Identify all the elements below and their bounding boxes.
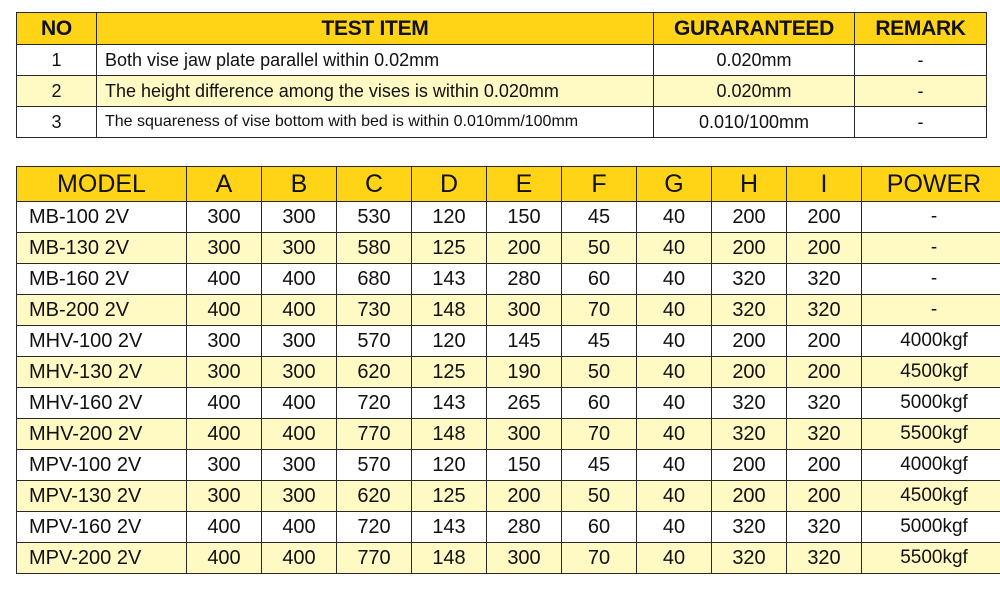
cell-i: 320 — [787, 264, 862, 295]
cell-h: 200 — [712, 326, 787, 357]
cell-b: 300 — [262, 326, 337, 357]
cell-h: 320 — [712, 512, 787, 543]
cell-a: 300 — [187, 233, 262, 264]
header-g: G — [637, 167, 712, 202]
table-row — [17, 543, 1000, 574]
cell-e: 150 — [487, 450, 562, 481]
cell-power: - — [862, 264, 1000, 295]
test-row — [17, 45, 987, 76]
cell-d: 120 — [412, 326, 487, 357]
cell-f: 45 — [562, 326, 637, 357]
cell-g: 40 — [637, 326, 712, 357]
header-h: H — [712, 167, 787, 202]
cell-model: MPV-130 2V — [17, 481, 187, 512]
cell-a: 400 — [187, 543, 262, 574]
cell-e: 300 — [487, 419, 562, 450]
cell-model: MHV-200 2V — [17, 419, 187, 450]
test-remark: - — [855, 76, 987, 107]
test-no: 1 — [17, 45, 97, 76]
cell-i: 320 — [787, 512, 862, 543]
test-item-table — [16, 12, 987, 138]
cell-power: 4000kgf — [862, 450, 1000, 481]
model-spec-table — [16, 166, 1000, 574]
cell-g: 40 — [637, 357, 712, 388]
cell-model: MHV-160 2V — [17, 388, 187, 419]
test-remark: - — [855, 107, 987, 138]
cell-h: 200 — [712, 357, 787, 388]
cell-f: 60 — [562, 388, 637, 419]
cell-i: 200 — [787, 481, 862, 512]
cell-power: 5000kgf — [862, 388, 1000, 419]
cell-h: 320 — [712, 264, 787, 295]
cell-b: 300 — [262, 202, 337, 233]
cell-model: MB-100 2V — [17, 202, 187, 233]
cell-c: 530 — [337, 202, 412, 233]
cell-c: 730 — [337, 295, 412, 326]
cell-e: 280 — [487, 264, 562, 295]
cell-d: 143 — [412, 388, 487, 419]
cell-d: 120 — [412, 202, 487, 233]
cell-e: 265 — [487, 388, 562, 419]
table-row — [17, 512, 1000, 543]
table-row — [17, 295, 1000, 326]
header-e: E — [487, 167, 562, 202]
table-row — [17, 419, 1000, 450]
cell-model: MPV-160 2V — [17, 512, 187, 543]
cell-c: 570 — [337, 450, 412, 481]
cell-power: - — [862, 295, 1000, 326]
header-c: C — [337, 167, 412, 202]
cell-e: 300 — [487, 543, 562, 574]
cell-i: 320 — [787, 419, 862, 450]
cell-f: 70 — [562, 419, 637, 450]
table-row — [17, 326, 1000, 357]
header-power: POWER — [862, 167, 1000, 202]
table-row — [17, 357, 1000, 388]
table-row — [17, 388, 1000, 419]
cell-power: - — [862, 233, 1000, 264]
cell-b: 400 — [262, 543, 337, 574]
cell-a: 400 — [187, 419, 262, 450]
cell-h: 200 — [712, 233, 787, 264]
cell-power: 5500kgf — [862, 419, 1000, 450]
cell-model: MB-160 2V — [17, 264, 187, 295]
cell-model: MB-200 2V — [17, 295, 187, 326]
header-no: NO — [17, 13, 97, 45]
cell-c: 580 — [337, 233, 412, 264]
cell-power: - — [862, 202, 1000, 233]
cell-f: 60 — [562, 512, 637, 543]
cell-f: 50 — [562, 233, 637, 264]
cell-e: 280 — [487, 512, 562, 543]
cell-g: 40 — [637, 419, 712, 450]
test-table-header — [17, 13, 987, 45]
cell-b: 400 — [262, 295, 337, 326]
test-remark: - — [855, 45, 987, 76]
cell-b: 300 — [262, 233, 337, 264]
cell-d: 148 — [412, 419, 487, 450]
cell-model: MPV-200 2V — [17, 543, 187, 574]
header-test-item: TEST ITEM — [97, 13, 654, 45]
cell-a: 300 — [187, 481, 262, 512]
cell-b: 400 — [262, 512, 337, 543]
cell-d: 120 — [412, 450, 487, 481]
cell-h: 320 — [712, 295, 787, 326]
cell-i: 200 — [787, 357, 862, 388]
cell-a: 300 — [187, 450, 262, 481]
cell-h: 320 — [712, 419, 787, 450]
cell-e: 190 — [487, 357, 562, 388]
test-item: Both vise jaw plate parallel within 0.02mm — [97, 45, 654, 76]
cell-d: 143 — [412, 264, 487, 295]
cell-e: 300 — [487, 295, 562, 326]
cell-power: 5000kgf — [862, 512, 1000, 543]
cell-c: 770 — [337, 419, 412, 450]
header-model: MODEL — [17, 167, 187, 202]
cell-g: 40 — [637, 295, 712, 326]
cell-h: 320 — [712, 388, 787, 419]
test-item: The height difference among the vises is within 0.020mm — [97, 76, 654, 107]
cell-model: MB-130 2V — [17, 233, 187, 264]
cell-e: 200 — [487, 233, 562, 264]
cell-i: 200 — [787, 450, 862, 481]
table-row — [17, 481, 1000, 512]
table-row — [17, 202, 1000, 233]
cell-f: 50 — [562, 357, 637, 388]
cell-e: 150 — [487, 202, 562, 233]
model-table-header — [17, 167, 1000, 202]
cell-g: 40 — [637, 450, 712, 481]
cell-b: 300 — [262, 450, 337, 481]
cell-a: 300 — [187, 202, 262, 233]
table-row — [17, 450, 1000, 481]
test-no: 2 — [17, 76, 97, 107]
cell-b: 400 — [262, 264, 337, 295]
cell-b: 300 — [262, 481, 337, 512]
cell-d: 125 — [412, 233, 487, 264]
test-guaranteed: 0.020mm — [654, 76, 855, 107]
cell-c: 680 — [337, 264, 412, 295]
header-d: D — [412, 167, 487, 202]
cell-g: 40 — [637, 388, 712, 419]
cell-model: MHV-100 2V — [17, 326, 187, 357]
cell-e: 145 — [487, 326, 562, 357]
cell-power: 4500kgf — [862, 357, 1000, 388]
cell-i: 200 — [787, 233, 862, 264]
cell-i: 200 — [787, 326, 862, 357]
cell-g: 40 — [637, 543, 712, 574]
cell-d: 125 — [412, 357, 487, 388]
cell-i: 200 — [787, 202, 862, 233]
cell-g: 40 — [637, 481, 712, 512]
cell-a: 400 — [187, 388, 262, 419]
cell-g: 40 — [637, 264, 712, 295]
cell-d: 143 — [412, 512, 487, 543]
cell-d: 148 — [412, 295, 487, 326]
cell-f: 45 — [562, 450, 637, 481]
cell-power: 5500kgf — [862, 543, 1000, 574]
cell-a: 300 — [187, 326, 262, 357]
header-b: B — [262, 167, 337, 202]
cell-b: 400 — [262, 388, 337, 419]
cell-power: 4000kgf — [862, 326, 1000, 357]
cell-g: 40 — [637, 233, 712, 264]
test-item: The squareness of vise bottom with bed is within 0.010mm/100mm — [97, 107, 654, 138]
test-row — [17, 76, 987, 107]
cell-c: 770 — [337, 543, 412, 574]
header-a: A — [187, 167, 262, 202]
cell-c: 720 — [337, 388, 412, 419]
header-f: F — [562, 167, 637, 202]
cell-c: 720 — [337, 512, 412, 543]
cell-f: 50 — [562, 481, 637, 512]
cell-model: MHV-130 2V — [17, 357, 187, 388]
cell-g: 40 — [637, 512, 712, 543]
cell-c: 620 — [337, 481, 412, 512]
cell-b: 400 — [262, 419, 337, 450]
cell-c: 570 — [337, 326, 412, 357]
cell-h: 320 — [712, 543, 787, 574]
cell-f: 60 — [562, 264, 637, 295]
cell-f: 45 — [562, 202, 637, 233]
cell-power: 4500kgf — [862, 481, 1000, 512]
header-remark: REMARK — [855, 13, 987, 45]
cell-h: 200 — [712, 481, 787, 512]
header-i: I — [787, 167, 862, 202]
header-guaranteed: GURARANTEED — [654, 13, 855, 45]
test-guaranteed: 0.010/100mm — [654, 107, 855, 138]
cell-i: 320 — [787, 543, 862, 574]
table-row — [17, 264, 1000, 295]
test-guaranteed: 0.020mm — [654, 45, 855, 76]
cell-d: 125 — [412, 481, 487, 512]
test-row — [17, 107, 987, 138]
cell-g: 40 — [637, 202, 712, 233]
cell-i: 320 — [787, 388, 862, 419]
cell-c: 620 — [337, 357, 412, 388]
cell-e: 200 — [487, 481, 562, 512]
table-row — [17, 233, 1000, 264]
cell-model: MPV-100 2V — [17, 450, 187, 481]
cell-a: 400 — [187, 512, 262, 543]
cell-h: 200 — [712, 450, 787, 481]
cell-a: 400 — [187, 295, 262, 326]
cell-d: 148 — [412, 543, 487, 574]
cell-i: 320 — [787, 295, 862, 326]
test-no: 3 — [17, 107, 97, 138]
cell-a: 300 — [187, 357, 262, 388]
cell-f: 70 — [562, 543, 637, 574]
cell-b: 300 — [262, 357, 337, 388]
cell-h: 200 — [712, 202, 787, 233]
cell-f: 70 — [562, 295, 637, 326]
cell-a: 400 — [187, 264, 262, 295]
